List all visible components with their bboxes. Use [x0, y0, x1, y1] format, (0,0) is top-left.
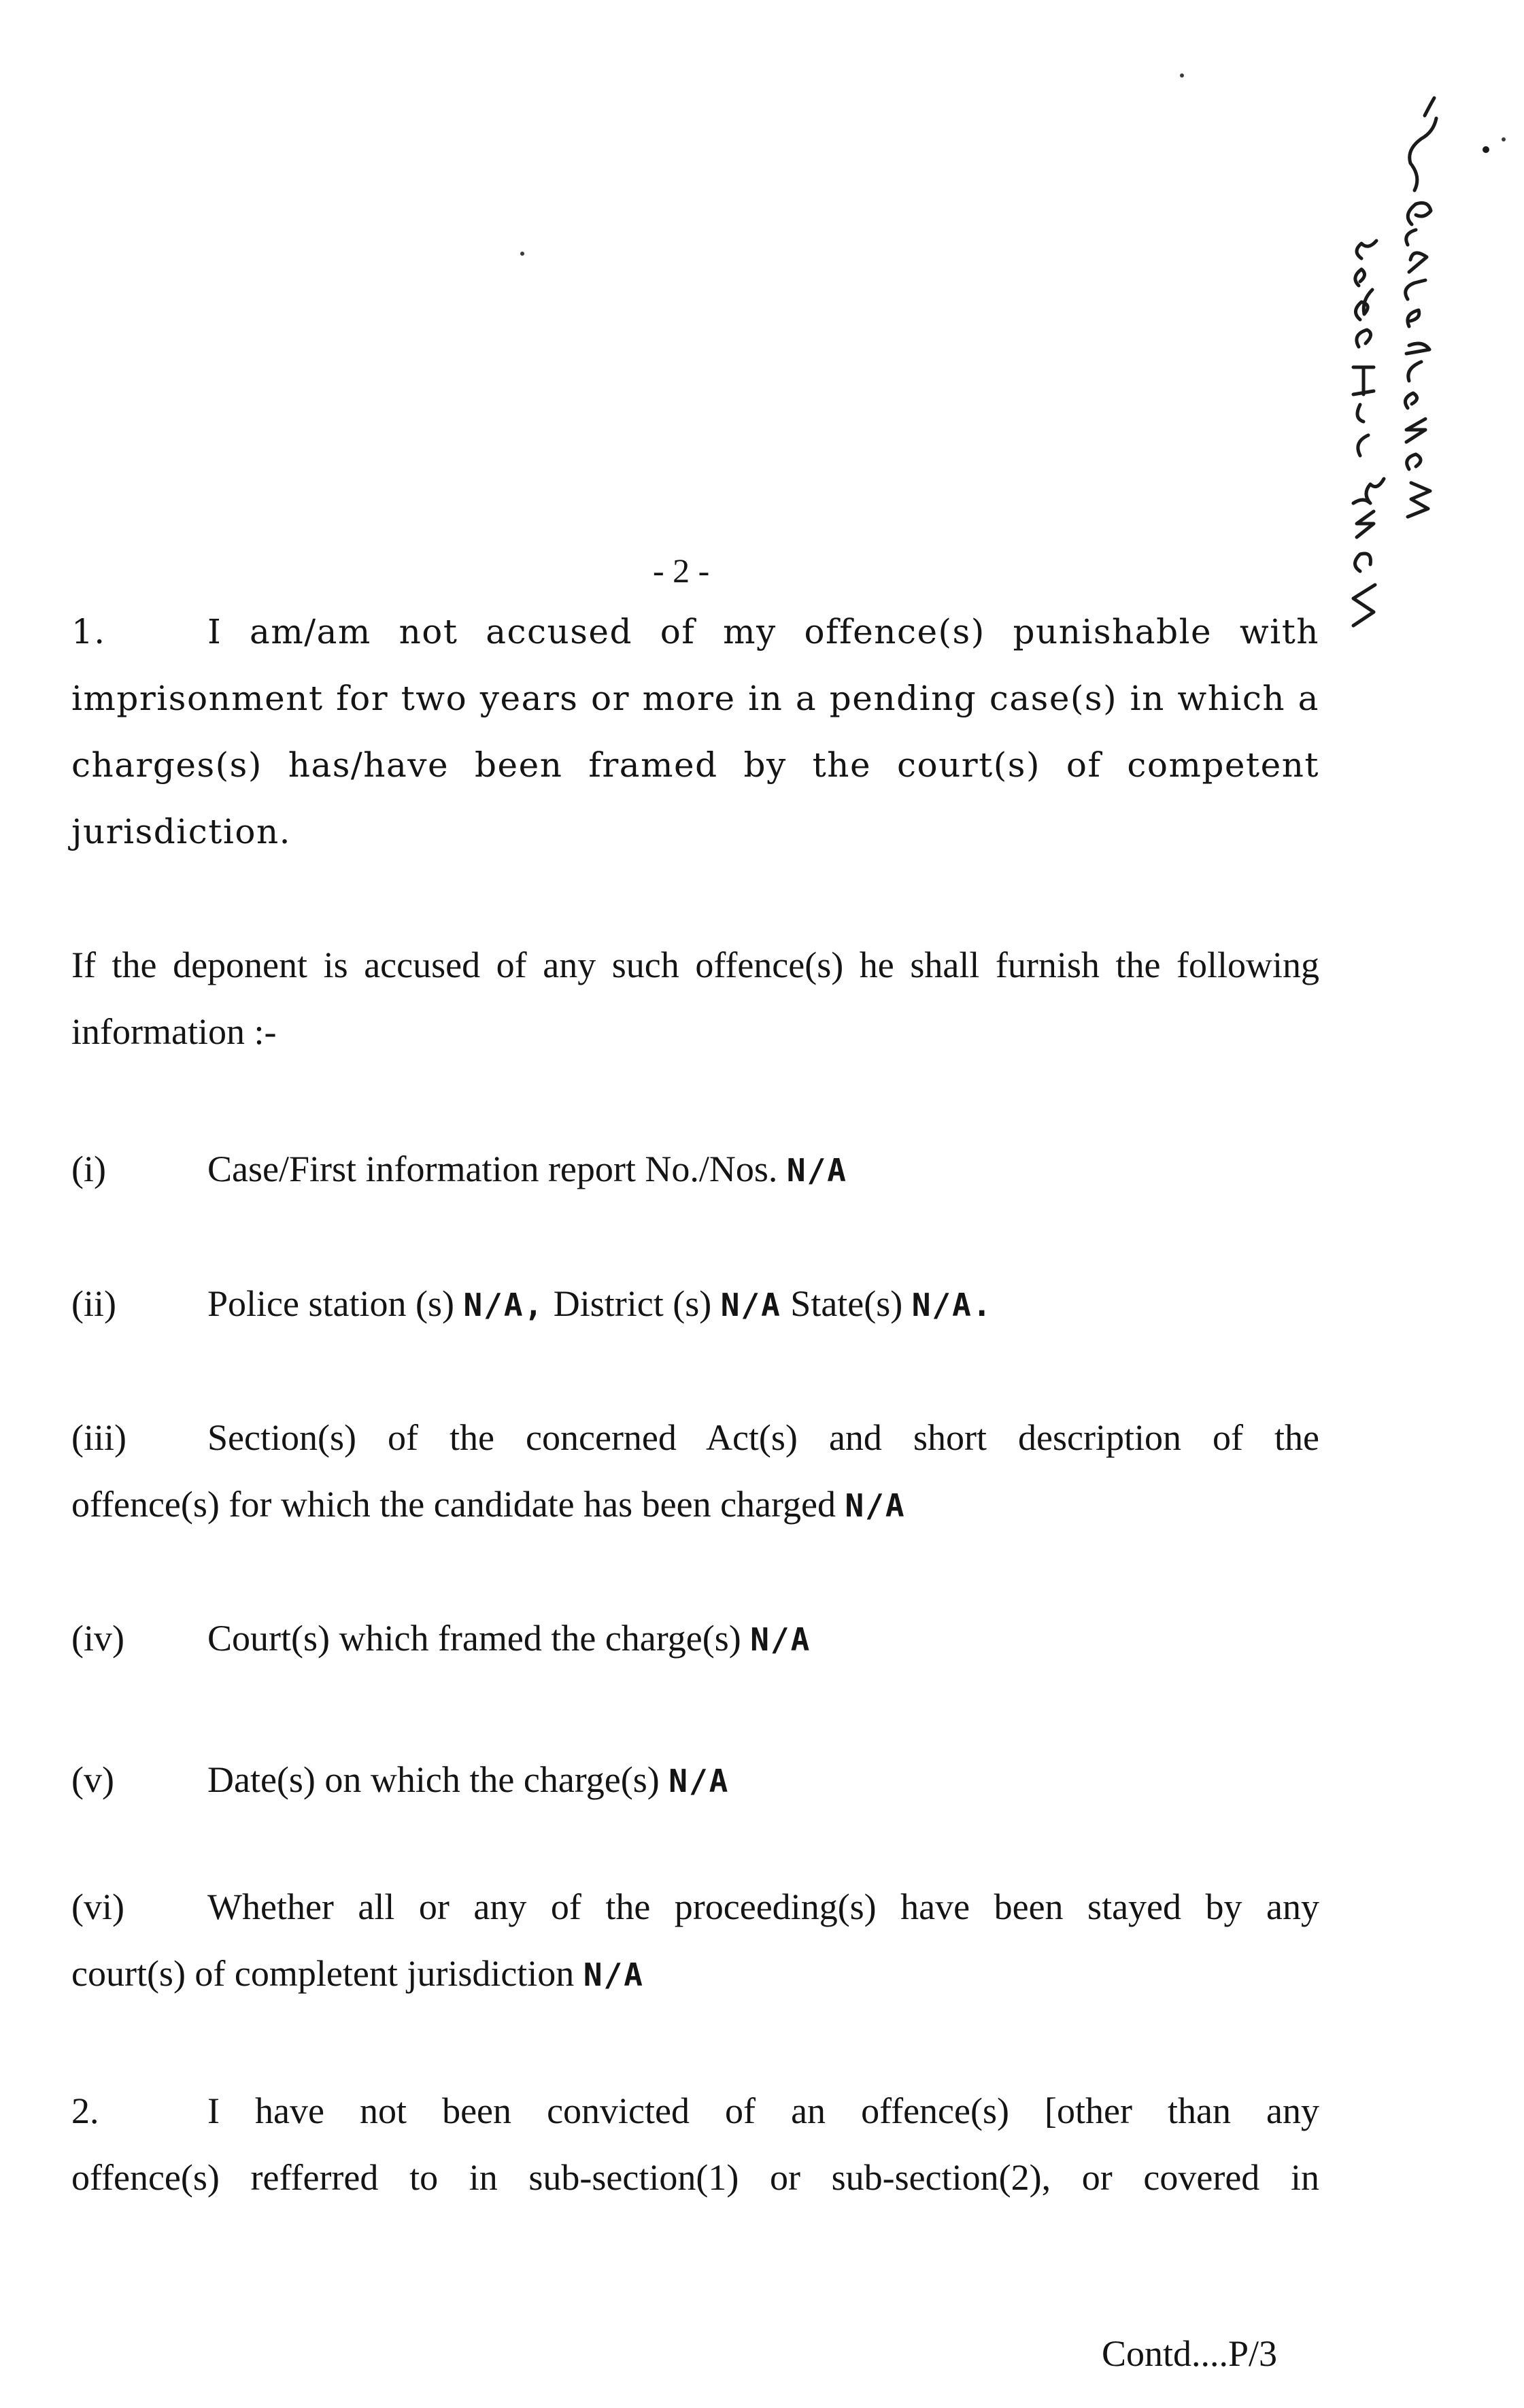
item-text: Section(s) of the concerned Act(s) and short description of the — [207, 1417, 1319, 1458]
item-label: (vi) — [71, 1886, 124, 1927]
paragraph-2-line-2-row — [71, 2144, 1319, 2211]
item-text: Police station (s) — [207, 1283, 454, 1324]
item-i — [71, 1136, 1319, 1204]
item-vi — [71, 1873, 1319, 2008]
scan-speck — [520, 252, 524, 256]
page-number: - 2 - — [653, 552, 710, 590]
paragraph-number: 2. — [71, 2090, 99, 2131]
item-label: (ii) — [71, 1283, 116, 1324]
paragraph-2 — [71, 2078, 1319, 2211]
item-text: Whether all or any of the proceeding(s) have been stayed by any — [207, 1886, 1319, 1927]
instruction-paragraph: If the deponent is accused of any such offence(s) he shall furnish the following information :- — [71, 945, 1319, 1052]
item-text: Date(s) on which the charge(s) — [207, 1759, 660, 1800]
paragraph-1-line-1: I am/am not accused of my offence(s) punishable with — [207, 612, 1319, 651]
item-answer: N/A — [583, 1956, 644, 1993]
item-line — [71, 1940, 1319, 2008]
item-iii — [71, 1404, 1319, 1539]
item-ii — [71, 1270, 1319, 1338]
item-label: (iii) — [71, 1417, 126, 1458]
item-answer: N/A — [750, 1621, 811, 1658]
paragraph-2-line-1-row — [71, 2078, 1319, 2144]
item-text: State(s) — [790, 1283, 903, 1324]
item-label: (v) — [71, 1759, 114, 1800]
item-text: court(s) of completent jurisdiction — [71, 1953, 575, 1994]
item-line — [71, 1873, 1319, 1940]
item-answer: N/A, — [463, 1287, 545, 1323]
item-line — [71, 1471, 1319, 1539]
paragraph-number: 1. — [71, 612, 106, 651]
item-answer: N/A — [786, 1152, 847, 1189]
scan-speck — [1502, 137, 1506, 141]
continued-marker: Contd....P/3 — [1102, 2333, 1278, 2374]
item-iv — [71, 1605, 1319, 1673]
paragraph-1 — [71, 598, 1319, 865]
paragraph-1-first-line — [71, 598, 1319, 665]
item-line — [71, 1404, 1319, 1471]
item-label: (i) — [71, 1149, 106, 1189]
item-text: offence(s) for which the candidate has been charged — [71, 1484, 836, 1525]
item-text: Court(s) which framed the charge(s) — [207, 1618, 741, 1659]
item-label: (iv) — [71, 1618, 124, 1659]
item-answer: N/A — [720, 1287, 781, 1323]
paragraph-1-body: imprisonment for two years or more in a pending case(s) in which a charges(s) has/have been framed by the court(s) of competent jurisdiction. — [71, 679, 1319, 851]
paragraph-2-line-1: I have not been convicted of an offence(s) [other than any — [207, 2090, 1319, 2131]
item-text: District (s) — [553, 1283, 712, 1324]
item-answer: N/A. — [911, 1287, 993, 1323]
item-answer: N/A — [845, 1487, 906, 1524]
scan-speck — [1180, 73, 1184, 78]
paragraph-2-line-2: offence(s) refferred to in sub-section(1) or sub-section(2), or covered in — [71, 2157, 1319, 2198]
handwritten-signature — [1333, 41, 1496, 653]
item-text: Case/First information report No./Nos. — [207, 1149, 778, 1189]
item-v — [71, 1746, 1319, 1814]
item-answer: N/A — [668, 1763, 730, 1799]
